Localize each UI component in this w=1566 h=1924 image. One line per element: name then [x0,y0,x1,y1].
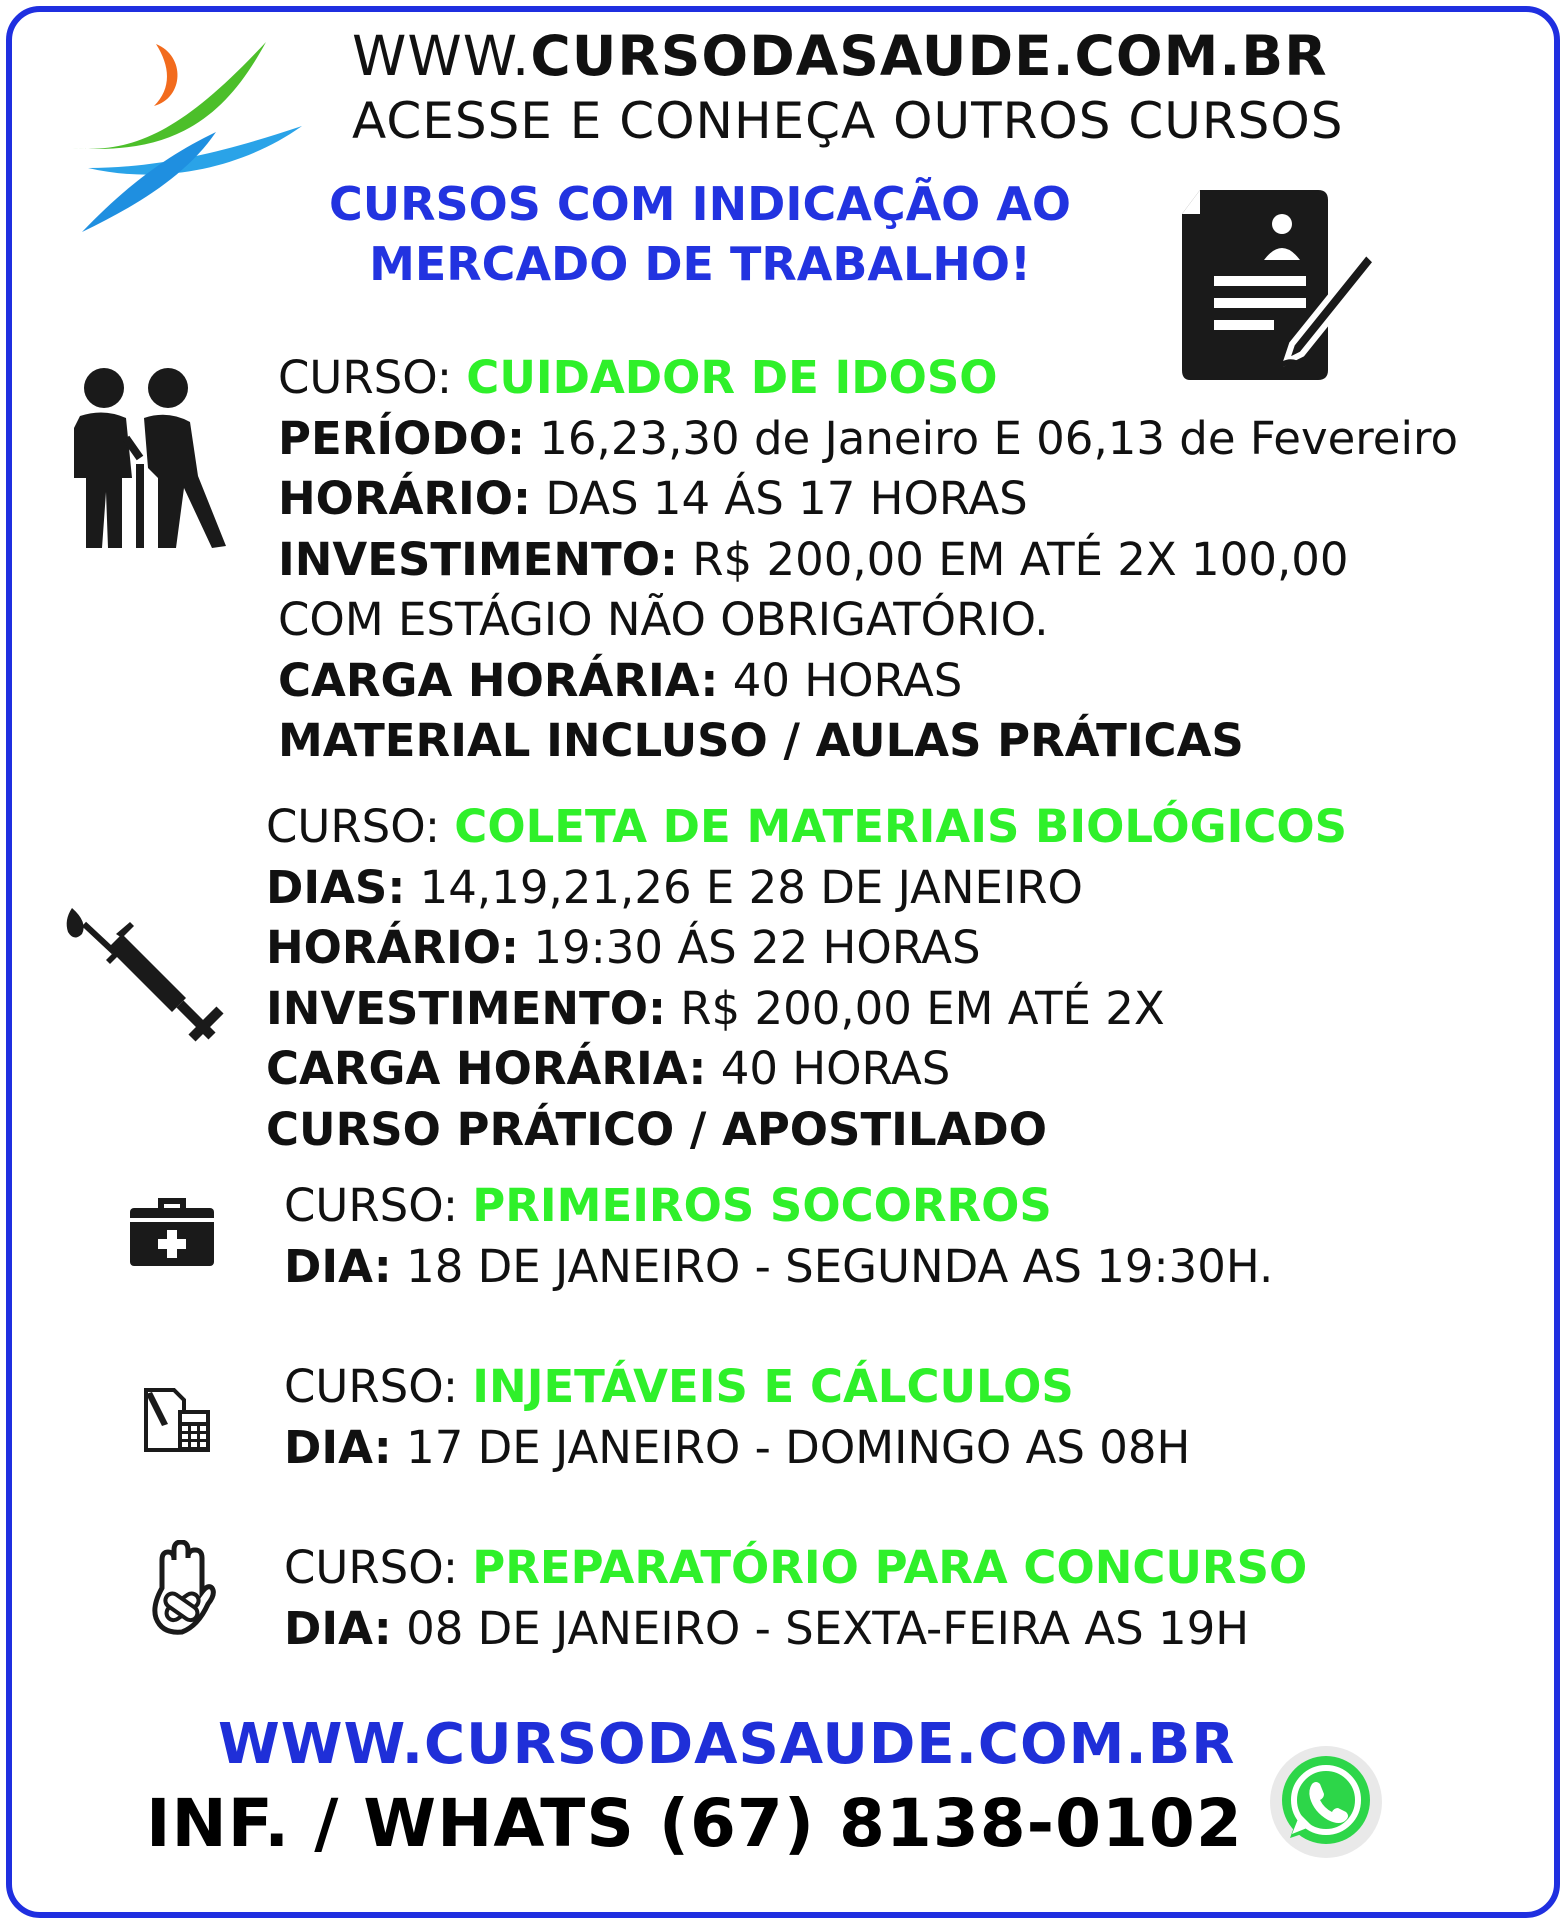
tagline [270,174,1130,294]
periodo-line [278,409,1458,470]
elderly-care-icon [66,366,234,550]
horario-line [266,918,1347,979]
dia-label: DIA: [284,1420,392,1474]
dia-label: DIA: [284,1239,392,1293]
dia-line [284,1418,1190,1479]
tagline-line-1: CURSOS COM INDICAÇÃO AO [328,177,1072,231]
whatsapp-icon [1266,1742,1386,1862]
dia-value: 17 DE JANEIRO - DOMINGO AS 08H [391,1420,1191,1474]
investimento-label: INVESTIMENTO: [278,532,678,586]
horario-label: HORÁRIO: [266,921,520,974]
course-title: INJETÁVEIS E CÁLCULOS [472,1360,1074,1413]
syringe-icon [62,904,234,1064]
horario-value: DAS 14 ÁS 17 HORAS [531,472,1028,525]
dias-label: DIAS: [266,860,406,914]
dia-value: 18 DE JANEIRO - SEGUNDA AS 19:30H. [391,1239,1274,1293]
course-coleta-de-materiais-biologicos [266,797,1347,1160]
course-title: CUIDADOR DE IDOSO [466,351,998,404]
carga-line [266,1039,1347,1100]
investimento-value: R$ 200,00 EM ATÉ 2X 100,00 [677,532,1349,586]
course-title-line [278,348,1458,409]
course-cuidador-de-idoso [278,348,1458,772]
investimento-line [278,530,1458,591]
course-title-line [266,797,1347,858]
carga-line [278,651,1458,712]
first-aid-kit-icon [128,1194,216,1268]
dias-value: 14,19,21,26 E 28 DE JANEIRO [405,860,1083,914]
course-label: CURSO: [266,800,455,853]
course-title-line [284,1538,1307,1599]
document-calculator-icon [140,1384,214,1456]
horario-line [278,469,1458,530]
course-label: CURSO: [284,1541,473,1594]
estagio-line: COM ESTÁGIO NÃO OBRIGATÓRIO. [278,593,1049,646]
dia-value: 08 DE JANEIRO - SEXTA-FEIRA AS 19H [391,1601,1250,1655]
extra-line: MATERIAL INCLUSO / AULAS PRÁTICAS [278,714,1244,767]
header-subtitle: ACESSE E CONHEÇA OUTROS CURSOS [352,92,1344,150]
periodo-label: PERÍODO: [278,411,525,465]
carga-label: CARGA HORÁRIA: [266,1042,707,1095]
tagline-line-2: MERCADO DE TRABALHO! [369,237,1031,291]
course-title: PREPARATÓRIO PARA CONCURSO [472,1541,1308,1594]
horario-value: 19:30 ÁS 22 HORAS [519,921,981,974]
course-label: CURSO: [284,1360,473,1413]
dia-label: DIA: [284,1601,392,1655]
carga-value: 40 HORAS [718,653,963,707]
carga-label: CARGA HORÁRIA: [278,653,719,707]
extra-line: CURSO PRÁTICO / APOSTILADO [266,1102,1048,1156]
horario-label: HORÁRIO: [278,472,532,525]
investimento-line [266,979,1347,1040]
bandaged-hand-icon [148,1540,218,1636]
dia-line [284,1599,1307,1660]
course-title-line [284,1357,1190,1418]
footer-phone: INF. / WHATS (67) 8138-0102 [146,1785,1243,1862]
course-label: CURSO: [278,351,467,404]
footer-url: WWW.CURSODASAUDE.COM.BR [218,1712,1236,1777]
header-url: WWW.CURSODASAUDE.COM.BR [352,24,1328,88]
investimento-label: INVESTIMENTO: [266,981,666,1035]
course-primeiros-socorros [284,1176,1273,1297]
course-label: CURSO: [284,1179,473,1232]
course-preparatorio-para-concurso [284,1538,1307,1659]
dia-line [284,1237,1273,1298]
course-title: COLETA DE MATERIAIS BIOLÓGICOS [454,800,1348,853]
carga-value: 40 HORAS [706,1042,951,1095]
course-title-line [284,1176,1273,1237]
dias-line [266,858,1347,919]
periodo-value: 16,23,30 de Janeiro E 06,13 de Fevereiro [524,411,1459,465]
course-injetaveis-e-calculos [284,1357,1190,1478]
course-title: PRIMEIROS SOCORROS [472,1179,1052,1232]
investimento-value: R$ 200,00 EM ATÉ 2X [665,981,1165,1035]
